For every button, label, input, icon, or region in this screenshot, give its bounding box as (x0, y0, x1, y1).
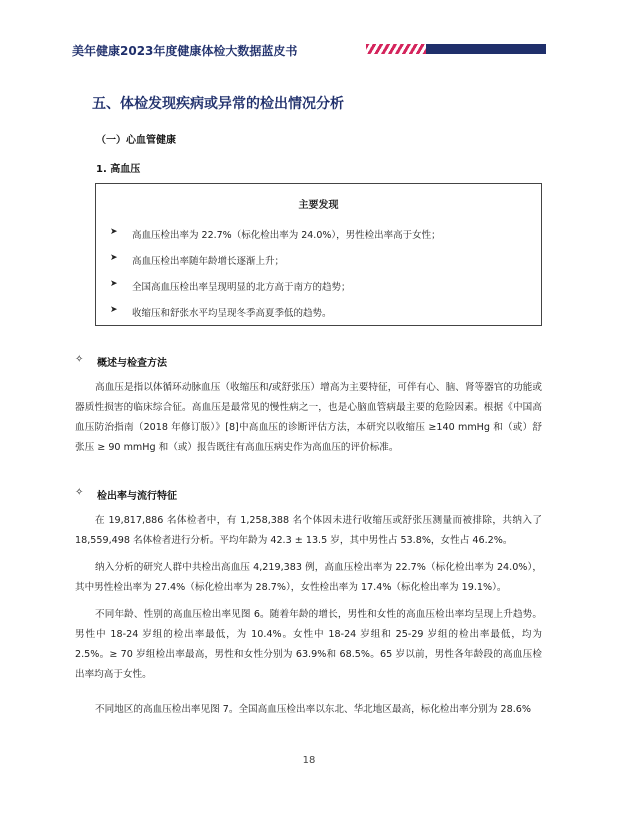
overview-heading (75, 354, 167, 369)
header-stripes-decoration (366, 44, 426, 54)
section-title: 五、体检发现疾病或异常的检出情况分析 (92, 96, 344, 112)
diamond-bullet-icon: ✧ (75, 487, 84, 498)
key-findings-box (95, 183, 542, 326)
prevalence-paragraph-3: 不同年龄、性别的高血压检出率见图 6。随着年龄的增长，男性和女性的高血压检出率均呈现上升趋势。男性中 18-24 岁组的检出率最低，为 10.4%。女性中 18-24 岁组和 25-29 岁组的检出率最低，均为 2.5%。≥ 70 岁组检出率最高，男性和女性分别为 63.9%和 68.5%。65 岁以前，男性各年龄段的高血压检出率均高于女性。 (75, 609, 542, 680)
key-findings-title: 主要发现 (298, 200, 339, 211)
prevalence-heading-text: 检出率与流行特征 (97, 491, 177, 502)
finding-text: 高血压检出率随年龄增长逐渐上升； (132, 256, 285, 267)
arrow-bullet-icon: ➤ (110, 305, 118, 315)
finding-text: 高血压检出率为 22.7%（标化检出率为 24.0%），男性检出率高于女性； (132, 230, 441, 241)
arrow-bullet-icon: ➤ (110, 253, 118, 263)
arrow-bullet-icon: ➤ (110, 227, 118, 237)
finding-item (110, 305, 531, 319)
prevalence-heading (75, 487, 177, 502)
finding-text: 收缩压和舒张水平均呈现冬季高夏季低的趋势。 (132, 308, 332, 319)
overview-heading-text: 概述与检查方法 (97, 358, 167, 369)
finding-text: 全国高血压检出率呈现明显的北方高于南方的趋势； (132, 282, 351, 293)
arrow-bullet-icon: ➤ (110, 279, 118, 289)
subsubsection-title: 1. 高血压 (96, 164, 141, 175)
prevalence-paragraph-4: 不同地区的高血压检出率见图 7。全国高血压检出率以东北、华北地区最高，标化检出率分别为 28.6% (95, 704, 532, 715)
finding-item (110, 227, 531, 241)
header-bar-decoration (426, 44, 546, 54)
finding-item (110, 253, 531, 267)
prevalence-paragraph-1: 在 19,817,886 名体检者中，有 1,258,388 名个体因未进行收缩压或舒张压测量而被排除，共纳入了 18,559,498 名体检者进行分析。平均年龄为 42.3 ± 13.5 岁，其中男性占 53.8%，女性占 46.2%。 (75, 515, 542, 546)
prevalence-paragraph-2: 纳入分析的研究人群中共检出高血压 4,219,383 例，高血压检出率为 22.7%（标化检出率为 24.0%），其中男性检出率为 27.4%（标化检出率为 28.7%），女性检出率为 17.4%（标化检出率为 19.1%）。 (75, 562, 542, 593)
diamond-bullet-icon: ✧ (75, 354, 84, 365)
header-title: 美年健康2023年度健康体检大数据蓝皮书 (72, 44, 298, 58)
page-number: 18 (302, 755, 316, 766)
overview-paragraph: 高血压是指以体循环动脉血压（收缩压和/或舒张压）增高为主要特征，可伴有心、脑、肾等器官的功能或器质性损害的临床综合征。高血压是最常见的慢性病之一，也是心脑血管病最主要的危险因素。根据《中国高血压防治指南（2018 年修订版）》[8]中高血压的诊断评估方法，本研究以收缩压 ≥140 mmHg 和（或）舒张压 ≥ 90 mmHg 和（或）报告既往有高血压病史作为高血压的评价标准。 (75, 382, 542, 453)
finding-item (110, 279, 531, 293)
subsection-title: （一）心血管健康 (96, 135, 176, 146)
